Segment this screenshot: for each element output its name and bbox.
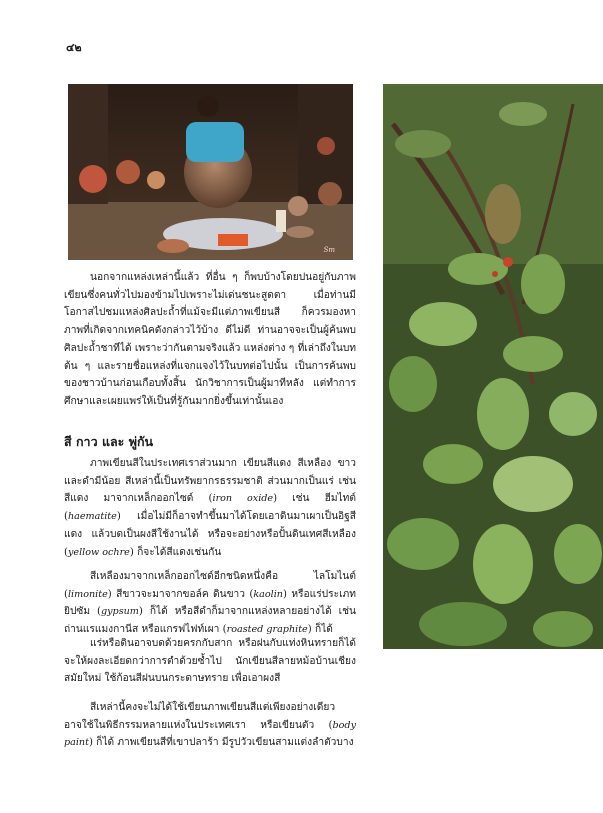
paragraph-text: ) เมื่อไม่มีก็อาจทำขึ้นมาได้โดยเอาดินมาเผาเป็นอิฐสีแดง แล้วบดเป็นผงสีใช้งานได้ หรือจะอย่างหรือปั้นดินเทศสีเหลือง ( — [64, 511, 356, 558]
paragraph-red-pigment — [64, 455, 356, 561]
paragraph-text: ) หรือแร่ประเภทยิปซัม ( — [64, 588, 356, 618]
paragraph-text: สีเหลืองมาจากเหล็กออกไซด์อีกชนิดหนึ่งคือ ไลโมไนต์ ( — [64, 571, 356, 600]
paragraph-text: สีเหล่านี้คงจะไม่ได้ใช้เขียนภาพเขียนสีแต่เพียงอย่างเดียว อาจใช้ในพิธีกรรมหลายแห่งในประเทศเรา หรือเขียนตัว ( — [64, 702, 336, 731]
page-number: ๔๒ — [66, 41, 82, 54]
paragraph-intro — [64, 269, 356, 411]
leaves-photo — [383, 84, 603, 649]
technical-term: kaolin — [253, 588, 283, 600]
paragraph-text: ) สีขาวจะมาจากขอล์ค ดินขาว ( — [107, 588, 254, 600]
photo-signature: Sm — [323, 246, 335, 254]
potter-photo — [68, 84, 353, 260]
technical-term: iron oxide — [212, 493, 274, 505]
section-heading: สี กาว และ พู่กัน — [64, 434, 154, 449]
paragraph-intro-text: นอกจากแหล่งเหล่านี้แล้ว ที่อื่น ๆ ก็พบบ้างโดยปนอยู่กับภาพเขียนซึ่งคนทั่วไปมองข้ามไปเพราะไม่เด่นชนะสูดตา เมื่อท่านมีโอกาสไปชมแหล่งศิลปะถ้ำที่แม้จะมีแต่ภาพเขียนสี ก็ควรมองหาภาพที่เกิดจากเทคนิคดังกล่าวไว้บ้าง ดีไม่ดี ท่านอาจจะเป็นผู้ค้นพบศิลปะถ้ำชาทีได้ เพราะว่ากันตามจริงแล้ว แหล่งต่าง ๆ ที่เล่าถึงในบทต้น ๆ และรายชื่อแหล่งที่แจกแจงไว้ในบทต่อไปนั้น เป็นการค้นพบของชาวบ้านก่อนเกือบทั้งสิ้น นักวิชาการเป็นผู้มาทีหลัง แต่ทำการศึกษาและเผยแพร่ให้เป็นที่รู้กันมากยิ่งขึ้นเท่านั้นเอง — [64, 272, 356, 407]
technical-term: limonite — [67, 588, 108, 600]
paragraph-text: ) ก็ได้ หรือสีดำก็มาจากแหล่งหลายอย่างได้ เช่น ถ่านแรแมงกานีส หรือแกรฟไฟท์เผา ( — [64, 606, 356, 636]
technical-term: body paint — [64, 719, 356, 749]
potter-photo-image — [68, 84, 353, 260]
paragraph-text: ) ก็ได้ — [307, 624, 333, 636]
paragraph-text: ) ก็จะได้สีแดงเช่นกัน — [129, 546, 222, 558]
paragraph-text: ภาพเขียนสีในประเทศเราส่วนมาก เขียนสีแดง สีเหลือง ขาวและดำมีน้อย สีเหล่านี้เป็นทรัพยากรธรรมชาติ ส่วนมากเป็นแร่ เช่น สีแดง มาจากเหล็กออกไซด์ ( — [64, 458, 356, 505]
paragraph-grinding — [64, 635, 356, 688]
paragraph-text: ) ก็ได้ ภาพเขียนสีที่เขาปลาร้า มีรูปวัวเขียนสามแต่งลำตัวบาง — [88, 737, 354, 749]
technical-term: yellow ochre — [67, 546, 130, 558]
paragraph-text: ) เช่น ฮีมไทต์ ( — [64, 493, 356, 523]
paragraph-uses — [64, 699, 356, 752]
paragraph-other-pigments — [64, 568, 356, 639]
technical-term: haematite — [67, 511, 117, 523]
leaves-photo-image — [383, 84, 603, 649]
technical-term: gypsum — [101, 606, 139, 618]
paragraph-grinding-text: แร่หรือดินอาจบดด้วยครกกับสาก หรือฝนกับแท่งหินทรายก็ได้ จะให้ผงละเอียดกว่าการตำด้วยซ้ำไป นักเขียนสีลายหม้อบ้านเชียงสมัยใหม่ ใช้ก้อนสีฝนบนกระดาษทราย เพื่อเอาผงสี — [64, 638, 356, 685]
technical-term: roasted graphite — [226, 624, 308, 636]
